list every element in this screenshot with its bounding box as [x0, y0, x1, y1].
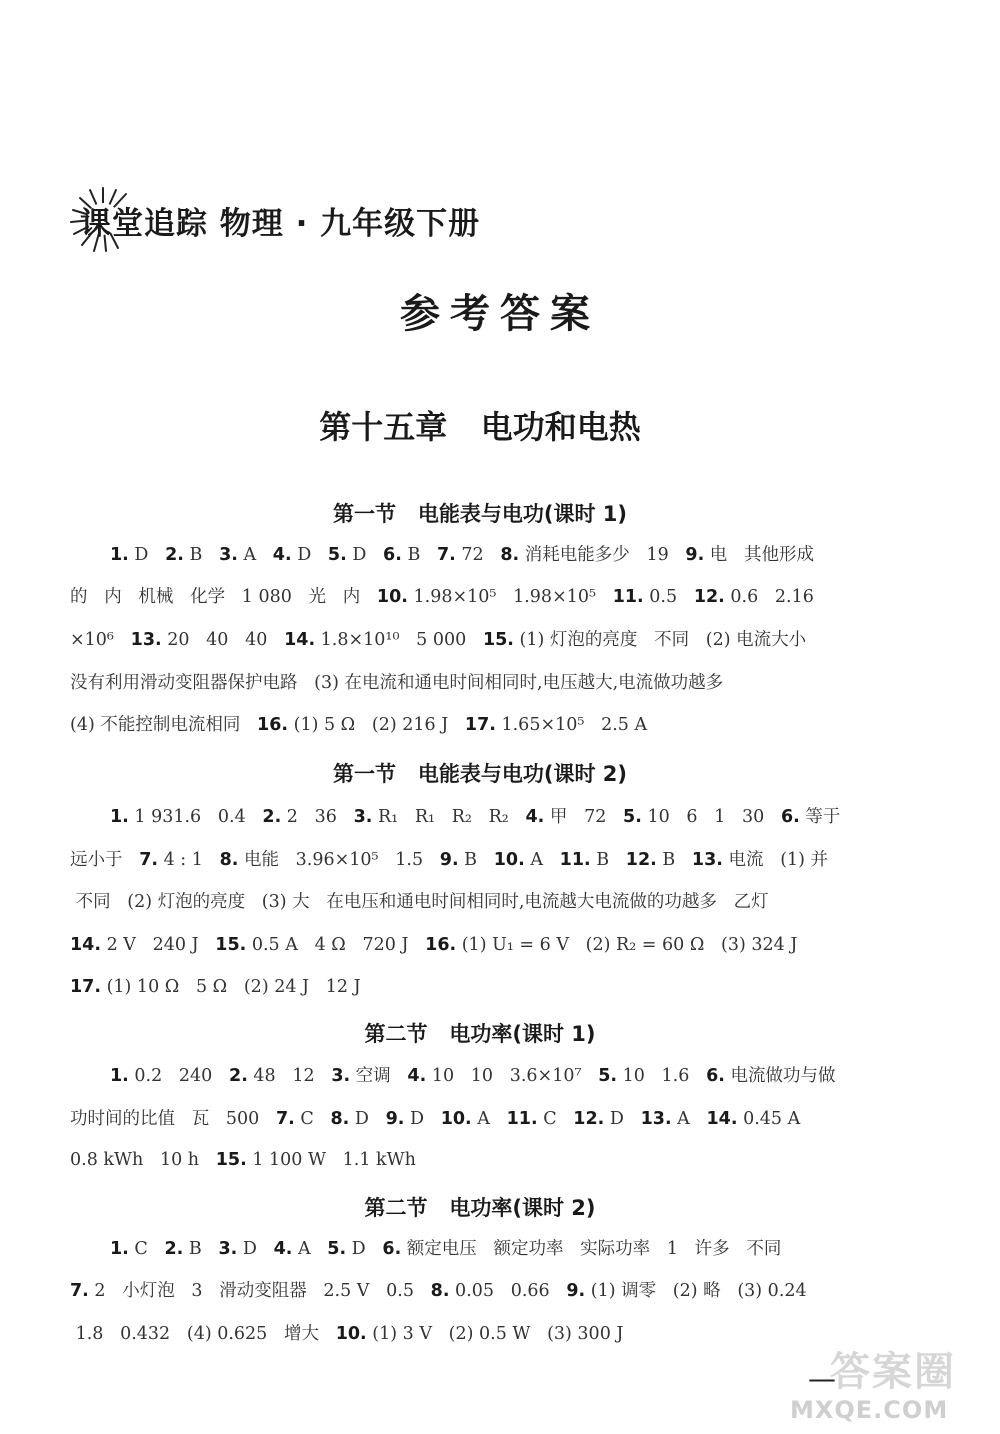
answer-line: 没有利用滑动变阻器保护电路 (3) 在电流和通电时间相同时,电压越大,电流做功越多: [70, 673, 724, 693]
watermark-logo: 答案圈: [830, 1349, 956, 1395]
answer-line: 7. 2 小灯泡 3 滑动变阻器 2.5 V 0.5 8. 0.05 0.66 9. (1) 调零 (2) 略 (3) 0.24: [70, 1281, 807, 1301]
page-title: 参考答案: [400, 291, 600, 337]
answer-line: 1. C 2. B 3. D 4. A 5. D 6. 额定电压 额定功率 实际功率 1 许多 不同: [110, 1239, 782, 1259]
page-number-dash: —: [808, 1362, 836, 1395]
answer-line: 功时间的比值 瓦 500 7. C 8. D 9. D 10. A 11. C 12. D 13. A 14. 0.45 A: [70, 1109, 801, 1129]
section-title: 第二节 电功率(课时 2): [364, 1196, 596, 1220]
answer-line: (4) 不能控制电流相同 16. (1) 5 Ω (2) 216 J 17. 1.65×10⁵ 2.5 A: [70, 715, 648, 735]
answer-line: 的 内 机械 化学 1 080 光 内 10. 1.98×10⁵ 1.98×10⁵ 11. 0.5 12. 0.6 2.16: [70, 587, 814, 607]
book-header: [72, 180, 480, 260]
answer-line: 1. 0.2 240 2. 48 12 3. 空调 4. 10 10 3.6×10⁷ 5. 10 1.6 6. 电流做功与做: [110, 1066, 836, 1086]
chapter-title: 第十五章 电功和电热: [319, 408, 641, 446]
answer-line: 17. (1) 10 Ω 5 Ω (2) 24 J 12 J: [70, 977, 361, 997]
answer-line: 0.8 kWh 10 h 15. 1 100 W 1.1 kWh: [70, 1150, 416, 1170]
answer-line: 远小于 7. 4 : 1 8. 电能 3.96×10⁵ 1.5 9. B 10. A 11. B 12. B 13. 电流 (1) 并: [70, 850, 829, 870]
section-title: 第一节 电能表与电功(课时 1): [332, 502, 628, 526]
answer-line: ×10⁶ 13. 20 40 40 14. 1.8×10¹⁰ 5 000 15. (1) 灯泡的亮度 不同 (2) 电流大小: [70, 630, 807, 650]
answer-line: 不同 (2) 灯泡的亮度 (3) 大 在电压和通电时间相同时,电流越大电流做的功越多 乙灯: [70, 892, 769, 912]
section-title: 第一节 电能表与电功(课时 2): [332, 762, 628, 786]
answer-line: 1. D 2. B 3. A 4. D 5. D 6. B 7. 72 8. 消耗电能多少 19 9. 电 其他形成: [110, 545, 814, 565]
answer-line: 14. 2 V 240 J 15. 0.5 A 4 Ω 720 J 16. (1) U₁ = 6 V (2) R₂ = 60 Ω (3) 324 J: [70, 935, 798, 955]
watermark-url: MXQE.COM: [790, 1396, 949, 1424]
answer-line: 1. 1 931.6 0.4 2. 2 36 3. R₁ R₁ R₂ R₂ 4. 甲 72 5. 10 6 1 30 6. 等于: [110, 807, 841, 827]
section-title: 第二节 电功率(课时 1): [364, 1022, 596, 1046]
answer-line: 1.8 0.432 (4) 0.625 增大 10. (1) 3 V (2) 0.5 W (3) 300 J: [70, 1324, 624, 1344]
book-series-title: 课堂追踪 物理 · 九年级下册: [80, 205, 481, 242]
